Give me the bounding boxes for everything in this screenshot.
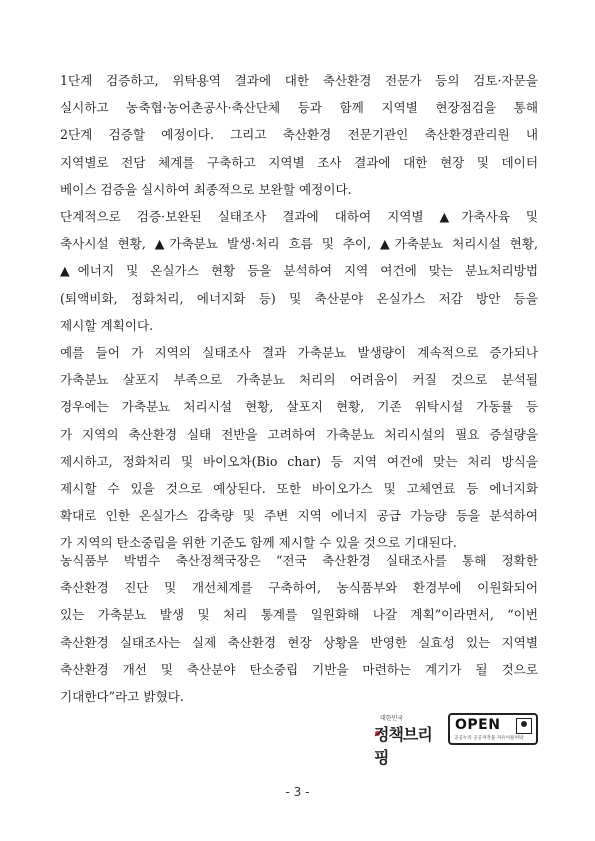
paragraph-1 xyxy=(60,67,538,203)
paragraph-4 xyxy=(60,547,538,710)
paragraph-2 xyxy=(60,203,538,339)
text-line: 축산환경 개선 및 축산분야 탄소중립 기반을 마련하는 계기가 될 것으로 xyxy=(60,661,538,677)
text-line: 축사시설 현황, ▲가축분뇨 발생·처리 흐름 및 추이, ▲가축분뇨 처리시설 현황, xyxy=(60,236,538,252)
open-license-logo xyxy=(448,713,538,745)
text-line: 예를 들어 가 지역의 실태조사 결과 가축분뇨 발생량이 계속적으로 증가되나 xyxy=(60,345,538,360)
text-line: 가 지역의 탄소중립을 위한 기준도 함께 제시할 수 있을 것으로 기대된다. xyxy=(60,535,457,551)
text-line: 단계적으로 검증·보완된 실태조사 결과에 대하여 지역별 ▲가축사육 및 xyxy=(60,209,538,224)
text-line: 기대한다”라고 밝혔다. xyxy=(60,688,184,704)
text-line: 제시하고, 정화처리 및 바이오차(Bio char) 등 지역 여건에 맞는 처리 방식을 xyxy=(60,453,538,469)
policy-briefing-logo xyxy=(374,713,440,767)
briefing-logo-small-text: 대한민국 xyxy=(380,715,404,722)
open-logo-text: OPEN xyxy=(455,717,501,733)
text-line: 농식품부 박범수 축산정책국장은 “전국 축산환경 실태조사를 통해 정확한 xyxy=(60,553,538,568)
text-line: 있는 가축분뇨 발생 및 처리 통계를 일원화해 나갈 계획”이라면서, “이번 xyxy=(60,607,538,623)
open-logo-subtext: 공공누리 공공저작물 자유이용허락 xyxy=(454,736,524,741)
text-line: 베이스 검증을 실시하여 최종적으로 보완할 예정이다. xyxy=(60,181,352,197)
text-line: 제시할 수 있을 것으로 예상된다. 또한 바이오가스 및 고체연료 등 에너지화 xyxy=(60,480,538,496)
paragraph-3 xyxy=(60,339,538,557)
text-line: 축산환경 실태조사는 실제 축산환경 현장 상황을 반영한 실효성 있는 지역별 xyxy=(60,634,538,650)
text-line: ▲에너지 및 온실가스 현황 등을 분석하여 지역 여건에 맞는 분뇨처리방법 xyxy=(60,263,538,279)
text-line: 지역별로 전담 체계를 구축하고 지역별 조사 결과에 대한 현장 및 데이터 xyxy=(60,154,538,170)
person-icon xyxy=(516,718,532,734)
text-line: 1단계 검증하고, 위탁용역 결과에 대한 축산환경 전문가 등의 검토·자문을 xyxy=(60,73,538,88)
text-line: 확대로 인한 온실가스 감축량 및 주변 지역 에너지 공급 가능량 등을 분석하여 xyxy=(60,508,538,524)
text-line: 가축분뇨 살포지 부족으로 가축분뇨 처리의 어려움이 커질 것으로 분석될 xyxy=(60,372,538,388)
briefing-logo-text: 정책브리핑 xyxy=(374,725,432,767)
footer-logos xyxy=(374,713,540,767)
text-line: 경우에는 가축분뇨 처리시설 현황, 살포지 현황, 기존 위탁시설 가동률 등 xyxy=(60,399,538,415)
text-line: 2단계 검증할 예정이다. 그리고 축산환경 전문기관인 축산환경관리원 내 xyxy=(60,127,538,143)
text-line: 가 지역의 축산환경 실태 전반을 고려하여 가축분뇨 처리시설의 필요 증설량을 xyxy=(60,426,538,442)
text-line: 실시하고 농축협·농어촌공사·축산단체 등과 함께 지역별 현장점검을 통해 xyxy=(60,100,538,116)
page-number: - 3 - xyxy=(285,785,310,799)
text-line: 제시할 계획이다. xyxy=(60,317,154,333)
text-line: (퇴액비화, 정화처리, 에너지화 등) 및 축산분야 온실가스 저감 방안 등을 xyxy=(60,290,538,306)
text-line: 축산환경 진단 및 개선체계를 구축하여, 농식품부와 환경부에 이원화되어 xyxy=(60,580,538,596)
